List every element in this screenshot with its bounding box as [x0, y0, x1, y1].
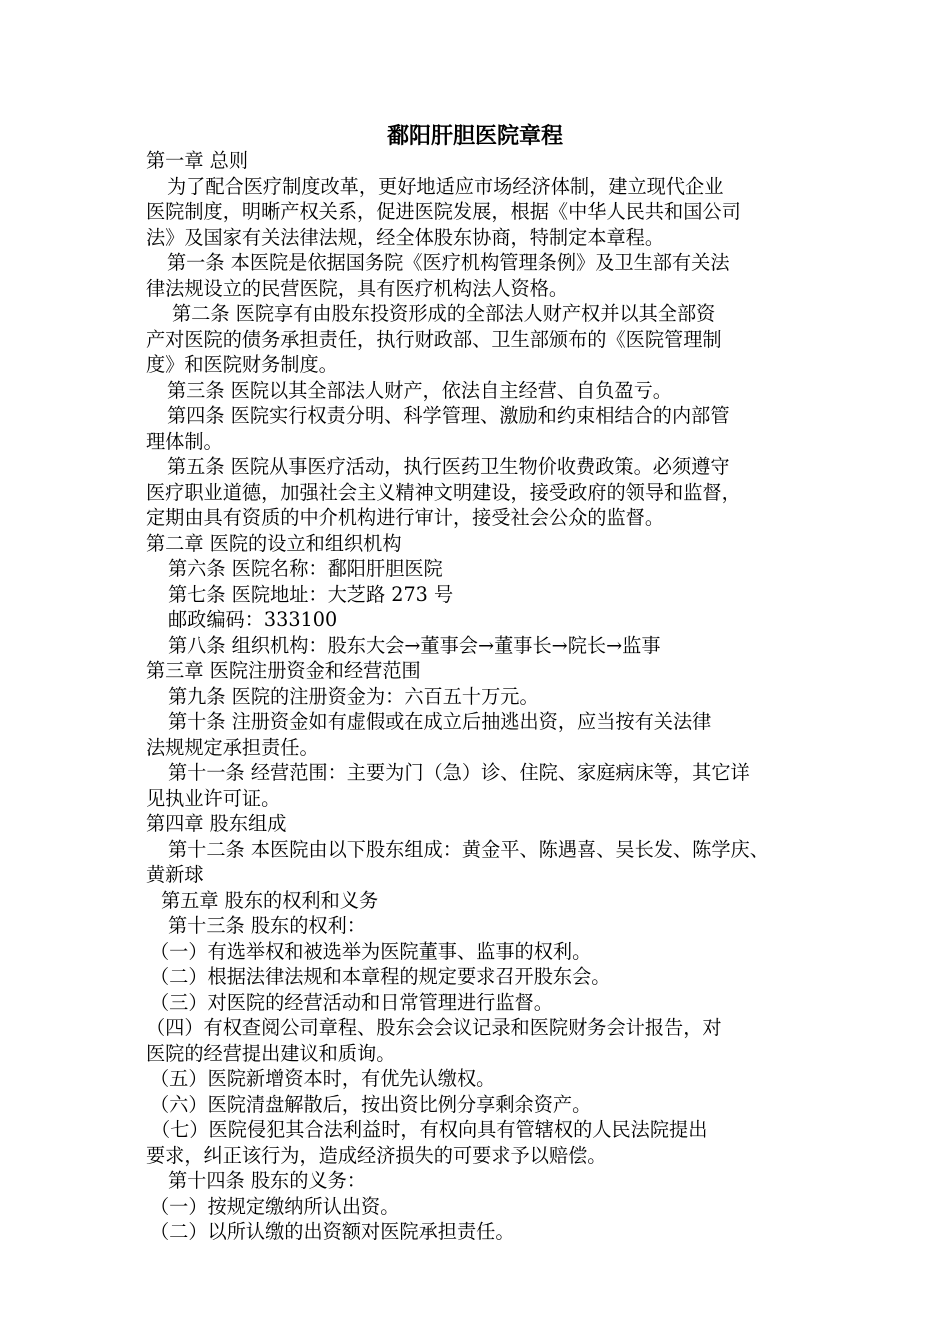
chapter-heading: 第五章 股东的权利和义务 — [161, 888, 379, 912]
article-line: 律法规设立的民营医院，具有医疗机构法人资格。 — [146, 276, 569, 300]
article-line: 第十四条 股东的义务： — [168, 1169, 366, 1192]
list-item: （七）医院侵犯其合法利益时，有权向具有管辖权的人民法院提出 — [151, 1118, 708, 1141]
article-line: 产对医院的债务承担责任，执行财政部、卫生部颁布的《医院管理制 — [146, 327, 722, 351]
article-line: 第六条 医院名称：鄱阳肝胆医院 — [168, 557, 443, 580]
article-line: 定期由具有资质的中介机构进行审计，接受社会公众的监督。 — [146, 506, 665, 529]
article-line: 第十条 注册资金如有虚假或在成立后抽逃出资，应当按有关法律 — [168, 710, 712, 733]
article-line: 第八条 组织机构：股东大会→董事会→董事长→院长→监事 — [168, 633, 661, 657]
paragraph-line: 医院制度，明晰产权关系，促进医院发展，根据《中华人民共和国公司 — [146, 200, 741, 223]
article-line: 第四条 医院实行权责分明、科学管理、激励和约束相结合的内部管 — [167, 404, 730, 427]
paragraph-line: 为了配合医疗制度改革，更好地适应市场经济体制，建立现代企业 — [167, 174, 724, 198]
document-title: 鄱阳肝胆医院章程 — [386, 124, 563, 149]
article-line: 邮政编码：333100 — [168, 608, 338, 631]
list-item: 要求，纠正该行为，造成经济损失的可要求予以赔偿。 — [146, 1143, 607, 1167]
article-line: 法规规定承担责任。 — [146, 735, 319, 759]
list-item: （一）有选举权和被选举为医院董事、监事的权利。 — [150, 939, 592, 963]
article-line: 第二条 医院享有由股东投资形成的全部法人财产权并以其全部资 — [172, 302, 716, 325]
chapter-heading: 第一章 总则 — [146, 149, 249, 172]
article-line: 第十二条 本医院由以下股东组成：黄金平、陈遇喜、吴长发、陈学庆、 — [168, 837, 769, 861]
article-line: 第三条 医院以其全部法人财产，依法自主经营、自负盈亏。 — [167, 378, 672, 402]
article-line: 理体制。 — [146, 429, 223, 453]
article-line: 见执业许可证。 — [146, 786, 281, 810]
list-item: （二）以所认缴的出资额对医院承担责任。 — [150, 1220, 515, 1243]
list-item: （二）根据法律法规和本章程的规定要求召开股东会。 — [150, 965, 611, 988]
article-line: 医疗职业道德，加强社会主义精神文明建设，接受政府的领导和监督， — [146, 480, 741, 504]
chapter-heading: 第二章 医院的设立和组织机构 — [146, 531, 402, 555]
article-line: 第十三条 股东的权利： — [168, 914, 366, 937]
article-line: 度》和医院财务制度。 — [146, 353, 338, 376]
article-line: 第七条 医院地址：大芝路 273 号 — [168, 582, 454, 606]
list-item: （一）按规定缴纳所认出资。 — [150, 1194, 400, 1218]
list-item: （五）医院新增资本时，有优先认缴权。 — [150, 1067, 496, 1090]
chapter-heading: 第三章 医院注册资金和经营范围 — [146, 659, 421, 682]
article-line: 黄新球 — [146, 863, 204, 886]
chapter-heading: 第四章 股东组成 — [146, 812, 287, 835]
article-line: 第十一条 经营范围：主要为门（急）诊、住院、家庭病床等，其它详 — [168, 761, 750, 784]
list-item: （三）对医院的经营活动和日常管理进行监督。 — [150, 990, 553, 1014]
article-line: 第一条 本医院是依据国务院《医疗机构管理条例》及卫生部有关法 — [167, 251, 730, 274]
article-line: 第九条 医院的注册资金为：六百五十万元。 — [168, 684, 539, 708]
paragraph-line: 法》及国家有关法律法规，经全体股东协商，特制定本章程。 — [146, 225, 665, 249]
article-line: 第五条 医院从事医疗活动，执行医药卫生物价收费政策。必须遵守 — [167, 455, 730, 478]
document-body — [146, 148, 826, 1245]
list-item: （六）医院清盘解散后，按出资比例分享剩余资产。 — [150, 1092, 592, 1116]
list-item: 医院的经营提出建议和质询。 — [146, 1041, 396, 1065]
list-item: （四）有权查阅公司章程、股东会会议记录和医院财务会计报告，对 — [146, 1016, 722, 1039]
